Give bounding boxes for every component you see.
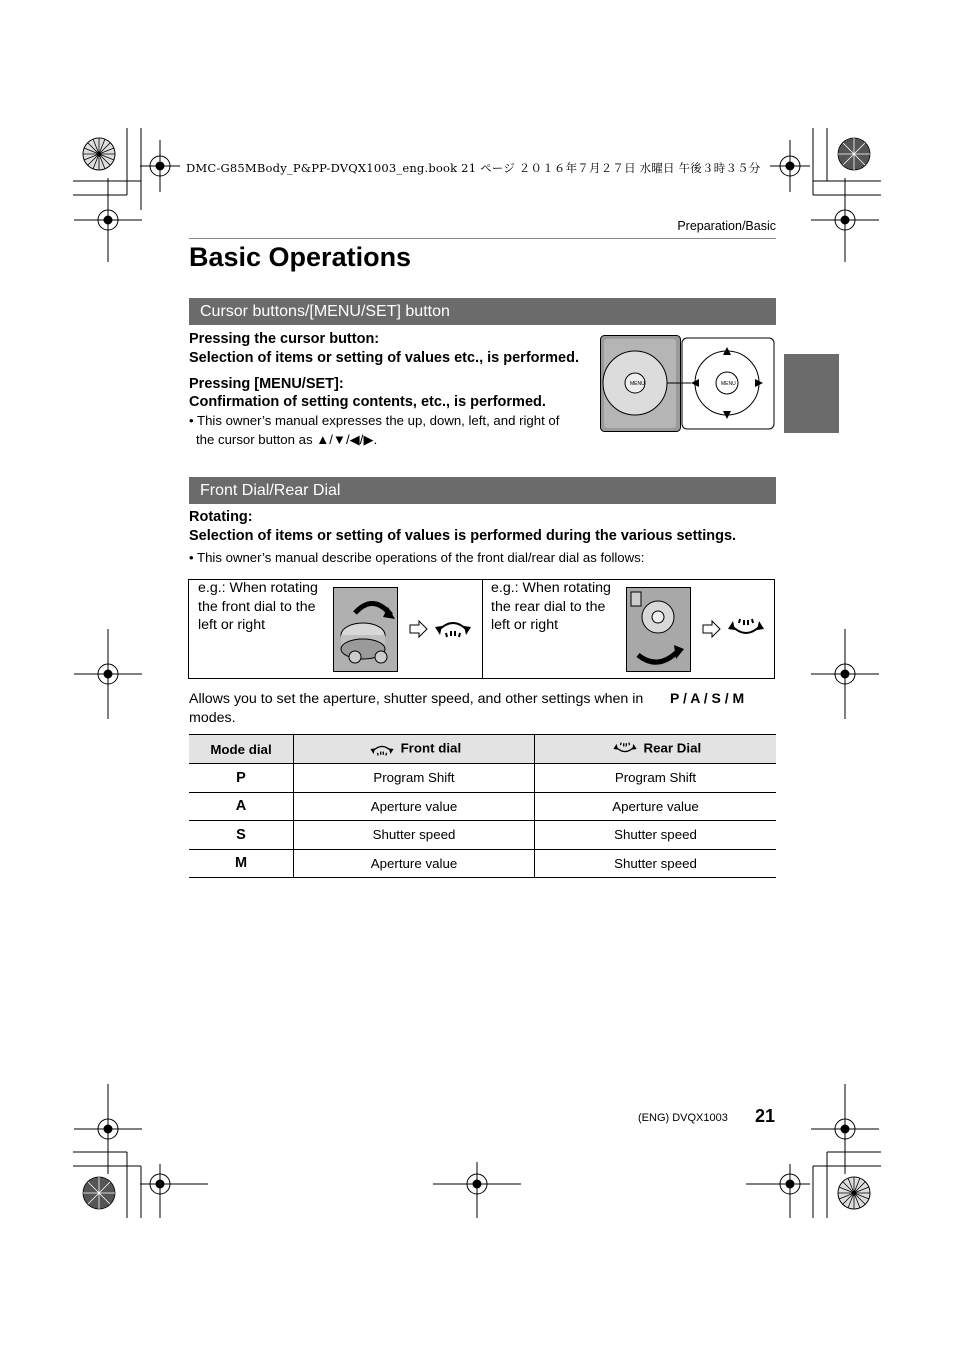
chapter-label: Preparation/Basic xyxy=(677,219,776,233)
front-dial-cell: Program Shift xyxy=(294,764,535,793)
dial-example-divider xyxy=(482,579,483,679)
svg-text:MENU: MENU xyxy=(721,381,736,387)
front-dial-icon xyxy=(434,613,472,641)
cursor-line-3: Pressing [MENU/SET]: xyxy=(189,376,344,392)
header-front-dial: Front dial xyxy=(294,735,535,764)
rear-dial-cell: Aperture value xyxy=(535,792,777,821)
cursor-section-heading: Cursor buttons/[MENU/SET] button xyxy=(189,298,776,325)
book-imprint-line: DMC-G85MBody_P&PP-DVQX1003_eng.book 21 ページ ２０１６年７月２７日 水曜日 午後３時３５分 xyxy=(186,161,761,175)
rear-dial-cell: Program Shift xyxy=(535,764,777,793)
table-row xyxy=(189,849,776,878)
front-dial-cell: Aperture value xyxy=(294,849,535,878)
rear-dial-example-text: e.g.: When rotating the rear dial to the left or right xyxy=(491,580,611,633)
chapter-tab xyxy=(784,354,839,433)
dial-section-heading: Front Dial/Rear Dial xyxy=(189,477,776,504)
front-dial-illustration xyxy=(333,587,399,673)
mode-cell: P xyxy=(189,764,294,793)
dial-note: • This owner’s manual describe operations of the front dial/rear dial as follows: xyxy=(189,550,645,565)
mode-letters: P / A / S / M xyxy=(670,690,745,706)
svg-text:MENU: MENU xyxy=(630,381,645,387)
front-dial-example-text: e.g.: When rotating the front dial to the left or right xyxy=(198,580,318,633)
table-header-row xyxy=(189,735,776,764)
document-code: (ENG) DVQX1003 xyxy=(638,1112,728,1124)
cursor-line-1: Pressing the cursor button: xyxy=(189,331,380,347)
front-dial-cell: Aperture value xyxy=(294,792,535,821)
cursor-line-4: Confirmation of setting contents, etc., is performed. xyxy=(189,394,546,410)
header-mode-dial: Mode dial xyxy=(189,735,294,764)
rear-dial-icon xyxy=(727,615,765,643)
page-number: 21 xyxy=(755,1106,776,1126)
front-dial-cell: Shutter speed xyxy=(294,821,535,850)
cursor-note-1: • This owner’s manual expresses the up, down, left, and right of xyxy=(189,413,560,428)
cursor-line-2: Selection of items or setting of values etc., is performed. xyxy=(189,350,579,366)
mode-dial-table xyxy=(189,734,776,878)
cursor-note-2: the cursor button as ▲/▼/◀/▶. xyxy=(196,432,378,447)
allows-paragraph: Allows you to set the aperture, shutter speed, and other settings when in modes. xyxy=(189,691,644,726)
camera-cursor-illustration xyxy=(600,335,776,432)
table-row xyxy=(189,764,776,793)
table-row xyxy=(189,792,776,821)
arrow-right-icon xyxy=(702,620,722,638)
mode-cell: S xyxy=(189,821,294,850)
header-rear-dial: Rear Dial xyxy=(535,735,777,764)
mode-cell: A xyxy=(189,792,294,821)
dial-line-1: Rotating: xyxy=(189,509,253,525)
rear-dial-illustration xyxy=(626,587,692,673)
rear-dial-cell: Shutter speed xyxy=(535,821,777,850)
arrow-right-icon xyxy=(409,620,429,638)
rear-dial-icon xyxy=(610,740,640,758)
rear-dial-cell: Shutter speed xyxy=(535,849,777,878)
dial-line-2: Selection of items or setting of values is performed during the various settings. xyxy=(189,528,737,544)
front-dial-icon xyxy=(367,740,397,758)
page-title: Basic Operations xyxy=(189,242,412,272)
header-divider xyxy=(189,238,776,239)
mode-cell: M xyxy=(189,849,294,878)
table-row xyxy=(189,821,776,850)
